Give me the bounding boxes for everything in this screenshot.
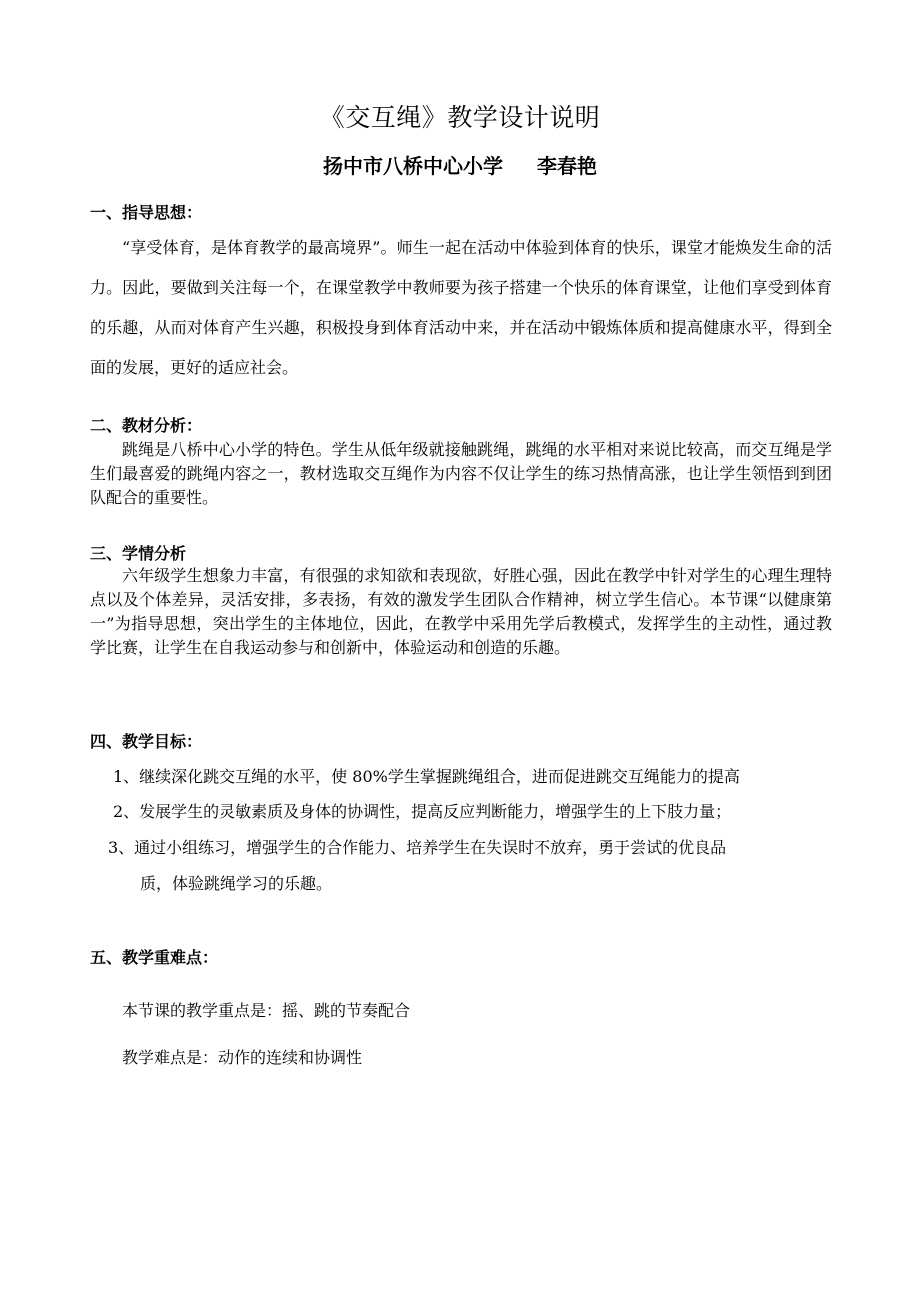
goal-item: 1、继续深化跳交互绳的水平，使 80%学生掌握跳绳组合，进而促进跳交互绳能力的提高: [113, 767, 740, 786]
key-point-text: 本节课的教学重点是：摇、跳的节奏配合: [122, 1001, 411, 1020]
document-title: 《交互绳》教学设计说明: [319, 103, 601, 132]
section-1-heading: 一、指导思想：: [90, 203, 203, 222]
section-1-body: “享受体育，是体育教学的最高境界”。师生一起在活动中体验到体育的快乐，课堂才能焕发生命的活力。因此，要做到关注每一个，在课堂教学中教师要为孩子搭建一个快乐的体育课堂，让他们享受到体育的乐趣，从而对体育产生兴趣，积极投身到体育活动中来，并在活动中锻炼体质和提高健康水平，得到全面的发展，更好的适应社会。: [90, 238, 832, 377]
section-3-heading: 三、学情分析: [90, 544, 187, 563]
goal-item: 3、通过小组练习，增强学生的合作能力、培养学生在失误时不放弃，勇于尝试的优良品: [108, 838, 727, 857]
goal-item: 2、发展学生的灵敏素质及身体的协调性，提高反应判断能力，增强学生的上下肢力量；: [113, 802, 732, 821]
goal-item-continued: 质，体验跳绳学习的乐趣。: [140, 874, 333, 893]
school-name: 扬中市八桥中心小学: [323, 154, 503, 178]
section-3-body: 六年级学生想象力丰富，有很强的求知欲和表现欲，好胜心强，因此在教学中针对学生的心理生理特点以及个体差异，灵活安排，多表扬，有效的激发学生团队合作精神，树立学生信心。本节课“以健康第一”为指导思想，突出学生的主体地位，因此，在教学中采用先学后教模式，发挥学生的主动性，通过教学比赛，让学生在自我运动参与和创新中，体验运动和创造的乐趣。: [90, 566, 832, 657]
section-4-heading: 四、教学目标：: [90, 732, 203, 751]
difficulty-text: 教学难点是：动作的连续和协调性: [122, 1048, 363, 1067]
section-5-heading: 五、教学重难点：: [90, 948, 219, 967]
section-2-heading: 二、教材分析：: [90, 416, 203, 435]
section-2-body: 跳绳是八桥中心小学的特色。学生从低年级就接触跳绳，跳绳的水平相对来说比较高，而交互绳是学生们最喜爱的跳绳内容之一，教材选取交互绳作为内容不仅让学生的练习热情高涨，也让学生领悟到到团队配合的重要性。: [90, 440, 832, 507]
author-name: 李春艳: [537, 154, 597, 178]
document-subtitle: [0, 150, 920, 179]
